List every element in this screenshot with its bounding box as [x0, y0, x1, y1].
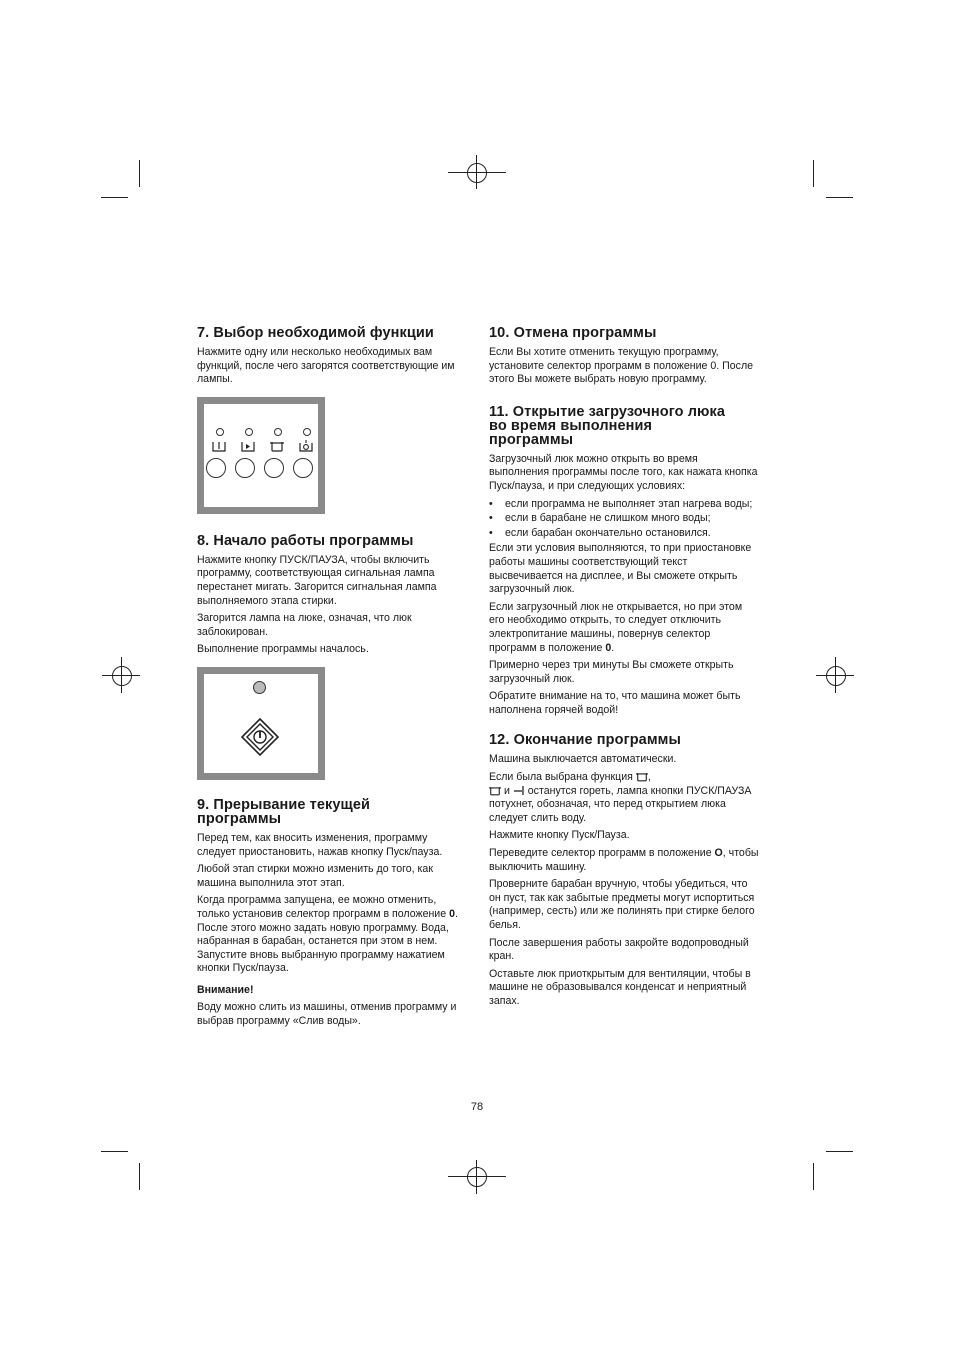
section-12-text-3: Нажмите кнопку Пуск/Пауза. [489, 829, 630, 842]
drain-icon [513, 785, 525, 796]
function-button-4[interactable] [293, 458, 313, 478]
section-8 [197, 534, 467, 780]
list-item: • если барабан окончательно остановился. [489, 527, 759, 541]
section-7 [197, 326, 467, 514]
section-11-text-5: Обратите внимание на то, что машина может быть наполнена горячей водой! [489, 690, 741, 716]
registration-circle [826, 666, 846, 686]
section-9 [197, 798, 467, 1029]
section-11-text-3: Если загрузочный люк не открывается, но при этом его необходимо открыть, то следует отключить электропитание машины, повернув селектор программ в положение 0. [489, 600, 743, 654]
list-item: • если программа не выполняет этап нагрева воды; [489, 498, 759, 512]
registration-circle [467, 1167, 487, 1187]
function-lamp-2 [245, 428, 253, 436]
section-9-text-2: Любой этап стирки можно изменить до того, как машина выполнила этот этап. [197, 863, 433, 889]
list-item: • если в барабане не слишком много воды; [489, 512, 759, 526]
section-12-text-2: Если была выбрана функция , и останутся гореть, лампа кнопки ПУСК/ПАУЗА потухнет, обозначая, что перед открытием люка следует слить воду. [489, 771, 752, 824]
crop-mark [813, 160, 814, 187]
section-11-text-2: Если эти условия выполняются, то при приостановке работы машины соответствующий текст высвечивается на дисплее, и Вы сможете открыть загрузочный люк. [489, 542, 752, 596]
conditions-list [489, 498, 759, 541]
section-7-text: Нажмите одну или несколько необходимых вам функций, после чего загорятся соответствующие им лампы. [197, 346, 455, 386]
crop-mark [813, 1163, 814, 1190]
section-11-text-4: Примерно через три минуты Вы сможете открыть загрузочный люк. [489, 659, 734, 685]
crop-mark [139, 1163, 140, 1190]
function-lamp-3 [274, 428, 282, 436]
section-10-title: 10. Отмена программы [489, 325, 657, 341]
section-10-text: Если Вы хотите отменить текущую программу, установите селектор программ в положение 0. После этого Вы можете выбрать новую программу. [489, 346, 754, 386]
section-12-text-5: Проверните барабан вручную, чтобы убедиться, что он пуст, так как забытые предметы могут испортиться (например, сесть) или же полинять при стирке белого белья. [489, 878, 755, 931]
section-12-title: 12. Окончание программы [489, 732, 681, 749]
prewash-icon [212, 440, 226, 452]
section-9-text-3: Когда программа запущена, ее можно отменить, только установив селектор программ в положение 0. После этого можно задать новую программу. Вода, набранная в барабан, останется при этом в нем. Запустите вновь выбранную программу нажатием кнопки Пуск/пауза. [197, 894, 458, 975]
start-pause-button[interactable] [241, 718, 279, 756]
section-8-text-2: Загорится лампа на люке, означая, что люк заблокирован. [197, 612, 412, 638]
registration-circle [467, 163, 487, 183]
section-8-text-1: Нажмите кнопку ПУСК/ПАУЗА, чтобы включить программу, соответствующая сигнальная лампа перестанет мигать. Загорится сигнальная лампа выполняемого этапа стирки. [197, 553, 437, 607]
function-buttons-panel [197, 397, 325, 514]
crop-mark [101, 1151, 128, 1152]
section-9-title: 9. Прерывание текущей программы [197, 796, 371, 827]
section-12 [489, 733, 759, 1008]
section-8-title: 8. Начало работы программы [197, 532, 414, 549]
stain-icon [299, 440, 313, 452]
start-pause-panel [197, 667, 325, 780]
section-11-text-1: Загрузочный люк можно открыть во время выполнения программы после того, как нажата кнопка Пуск/пауза, и при следующих условиях: [489, 452, 758, 492]
warning-label: Внимание! [197, 983, 254, 996]
function-lamp-1 [216, 428, 224, 436]
crop-mark [101, 197, 128, 198]
function-button-3[interactable] [264, 458, 284, 478]
function-lamp-4 [303, 428, 311, 436]
section-7-title: 7. Выбор необходимой функции [197, 325, 434, 341]
no-spin-icon [489, 785, 501, 796]
section-9-text-4: Воду можно слить из машины, отменив программу и выбрав программу «Слив воды». [197, 1001, 457, 1028]
section-9-text-1: Перед тем, как вносить изменения, программу следует приостановить, нажав кнопку Пуск/пауза. [197, 831, 443, 858]
no-spin-icon [270, 440, 284, 452]
crop-mark [826, 1151, 853, 1152]
section-12-text-1: Машина выключается автоматически. [489, 753, 677, 766]
left-column [197, 326, 467, 1043]
function-button-1[interactable] [206, 458, 226, 478]
section-12-text-4: Переведите селектор программ в положение O, чтобы выключить машину. [489, 847, 759, 873]
page-number: 78 [470, 1101, 484, 1113]
section-11-title: 11. Открытие загрузочного люка во время выполнения программы [489, 403, 726, 448]
door-lock-lamp [253, 681, 266, 694]
section-8-text-3: Выполнение программы началось. [197, 643, 369, 656]
crop-mark [826, 197, 853, 198]
extra-rinse-icon [241, 440, 255, 452]
section-10 [489, 326, 759, 387]
section-11 [489, 405, 759, 718]
right-column [489, 326, 759, 1023]
function-button-2[interactable] [235, 458, 255, 478]
section-12-text-6: После завершения работы закройте водопроводный кран. [489, 936, 749, 963]
no-spin-icon [636, 771, 648, 782]
registration-circle [112, 666, 132, 686]
crop-mark [139, 160, 140, 187]
section-12-text-7: Оставьте люк приоткрытым для вентиляции, чтобы в машине не образовывался конденсат и неприятный запах. [489, 967, 751, 1007]
